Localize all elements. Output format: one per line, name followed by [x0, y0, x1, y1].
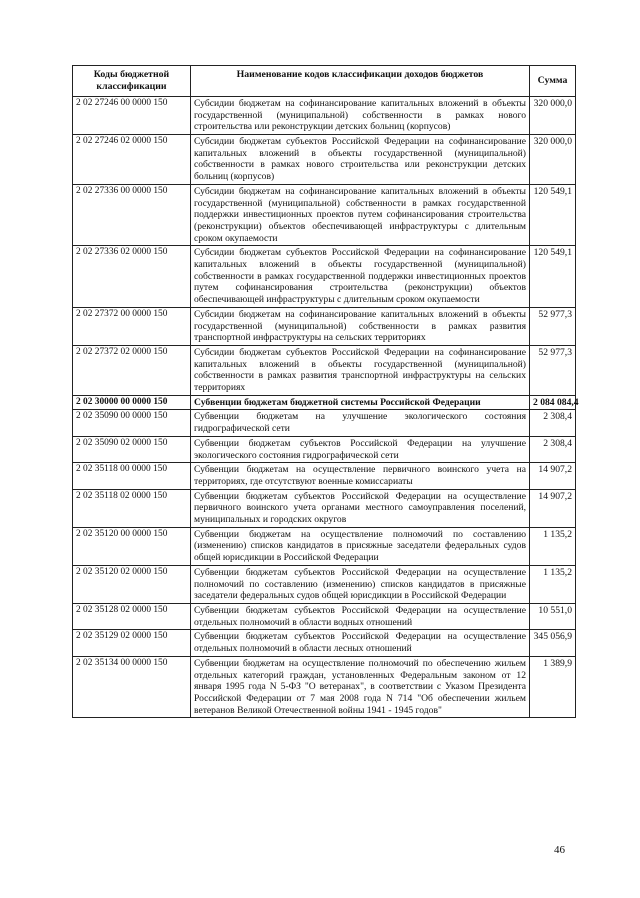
- table-row: [73, 134, 576, 184]
- table-row: [73, 463, 576, 489]
- sum-cell: 320 000,0: [530, 96, 576, 134]
- code-cell: 2 02 27372 00 0000 150: [73, 307, 191, 345]
- code-cell: 2 02 30000 00 0000 150: [73, 395, 191, 410]
- code-cell: 2 02 35128 02 0000 150: [73, 604, 191, 630]
- table-row: [73, 395, 576, 410]
- table-row: [73, 345, 576, 395]
- table-body: [73, 96, 579, 717]
- table-row: [73, 656, 576, 718]
- table-row: [73, 307, 576, 345]
- sum-cell: 2 308,4: [530, 410, 576, 436]
- sum-cell: 52 977,3: [530, 345, 576, 395]
- sum-cell: 345 056,9: [530, 630, 576, 656]
- name-cell: Субвенции бюджетам на осуществление первичного воинского учета на территориях, где отсутствуют военные комиссариаты: [191, 463, 530, 489]
- name-cell: Субсидии бюджетам субъектов Российской Федерации на софинансирование капитальных вложений в объекты государственной (муниципальной) собственности в рамках нового строительства или реконструкции детских больниц (корпусов): [191, 134, 530, 184]
- sum-cell: 10 551,0: [530, 604, 576, 630]
- budget-revenue-table: [72, 65, 579, 718]
- sum-cell: 14 907,2: [530, 463, 576, 489]
- code-cell: 2 02 35120 00 0000 150: [73, 527, 191, 565]
- name-cell: Субвенции бюджетам субъектов Российской Федерации на улучшение экологического состояния гидрографической сети: [191, 436, 530, 462]
- code-cell: 2 02 35129 02 0000 150: [73, 630, 191, 656]
- sum-cell: 2 308,4: [530, 436, 576, 462]
- page-number: 46: [554, 844, 565, 856]
- name-cell: Субвенции бюджетам на осуществление полномочий по составлению (изменению) списков кандидатов в присяжные заседатели федеральных судов общей юрисдикции в Российской Федерации: [191, 527, 530, 565]
- table-row: [73, 96, 576, 134]
- header-name: Наименование кодов классификации доходов бюджетов: [191, 66, 530, 97]
- header-code: Коды бюджетной классификации: [73, 66, 191, 97]
- table-row: [73, 604, 576, 630]
- sum-cell: 1 135,2: [530, 527, 576, 565]
- code-cell: 2 02 27372 02 0000 150: [73, 345, 191, 395]
- code-cell: 2 02 35118 00 0000 150: [73, 463, 191, 489]
- name-cell: Субвенции бюджетам на улучшение экологического состояния гидрографической сети: [191, 410, 530, 436]
- name-cell: Субвенции бюджетам субъектов Российской Федерации на осуществление отдельных полномочий в области лесных отношений: [191, 630, 530, 656]
- code-cell: 2 02 35090 02 0000 150: [73, 436, 191, 462]
- code-cell: 2 02 35134 00 0000 150: [73, 656, 191, 718]
- code-cell: 2 02 27246 02 0000 150: [73, 134, 191, 184]
- sum-cell: 1 389,9: [530, 656, 576, 718]
- sum-cell: 14 907,2: [530, 489, 576, 527]
- name-cell: Субсидии бюджетам на софинансирование капитальных вложений в объекты государственной (муниципальной) собственности в рамках нового строительства или реконструкции детских больниц (корпусов): [191, 96, 530, 134]
- name-cell: Субвенции бюджетам на осуществление полномочий по обеспечению жильем отдельных категорий граждан, установленных Федеральным законом от 12 января 1995 года N 5-ФЗ "О ветеранах", в соответствии с Указом Президента Российской Федерации от 7 мая 2008 года N 714 "Об обеспечении жильем ветеранов Великой Отечественной войны 1941 - 1945 годов": [191, 656, 530, 718]
- sum-cell: 1 135,2: [530, 565, 576, 603]
- name-cell: Субвенции бюджетам субъектов Российской Федерации на осуществление полномочий по составлению (изменению) списков кандидатов в присяжные заседатели федеральных судов общей юрисдикции в Российской Федерации: [191, 565, 530, 603]
- table-row: [73, 630, 576, 656]
- table-row: [73, 489, 576, 527]
- header-sum: Сумма: [530, 66, 576, 97]
- code-cell: 2 02 35120 02 0000 150: [73, 565, 191, 603]
- sum-cell: 120 549,1: [530, 184, 576, 246]
- table-row: [73, 565, 576, 603]
- code-cell: 2 02 35118 02 0000 150: [73, 489, 191, 527]
- name-cell: Субсидии бюджетам субъектов Российской Федерации на софинансирование капитальных вложений в объекты государственной (муниципальной) собственности в рамках развития транспортной инфраструктуры на сельских территориях: [191, 345, 530, 395]
- name-cell: Субвенции бюджетам субъектов Российской Федерации на осуществление отдельных полномочий в области водных отношений: [191, 604, 530, 630]
- name-cell: Субсидии бюджетам на софинансирование капитальных вложений в объекты государственной (муниципальной) собственности в рамках развития транспортной инфраструктуры на сельских территориях: [191, 307, 530, 345]
- name-cell: Субсидии бюджетам субъектов Российской Федерации на софинансирование капитальных вложений в объекты государственной (муниципальной) собственности в рамках государственной поддержки инвестиционных проектов путем софинансирования строительства (реконструкции) объектов обеспечивающей инфраструктуры с длительным сроком окупаемости: [191, 246, 530, 308]
- code-cell: 2 02 27336 02 0000 150: [73, 246, 191, 308]
- table-row: [73, 184, 576, 246]
- code-cell: 2 02 35090 00 0000 150: [73, 410, 191, 436]
- code-cell: 2 02 27246 00 0000 150: [73, 96, 191, 134]
- table-row: [73, 527, 576, 565]
- name-cell: Субвенции бюджетам бюджетной системы Российской Федерации: [191, 395, 530, 410]
- code-cell: 2 02 27336 00 0000 150: [73, 184, 191, 246]
- table-row: [73, 410, 576, 436]
- name-cell: Субсидии бюджетам на софинансирование капитальных вложений в объекты государственной (муниципальной) собственности в рамках государственной поддержки инвестиционных проектов путем софинансирования строительства (реконструкции) объектов обеспечивающей инфраструктуры с длительным сроком окупаемости: [191, 184, 530, 246]
- sum-cell: 52 977,3: [530, 307, 576, 345]
- table-header-row: [73, 66, 576, 97]
- sum-cell: 320 000,0: [530, 134, 576, 184]
- sum-cell: 120 549,1: [530, 246, 576, 308]
- table-row: [73, 246, 576, 308]
- table-row: [73, 436, 576, 462]
- sum-cell: 2 084 084,4: [530, 395, 576, 410]
- name-cell: Субвенции бюджетам субъектов Российской Федерации на осуществление первичного воинского учета органами местного самоуправления поселений, муниципальных и городских округов: [191, 489, 530, 527]
